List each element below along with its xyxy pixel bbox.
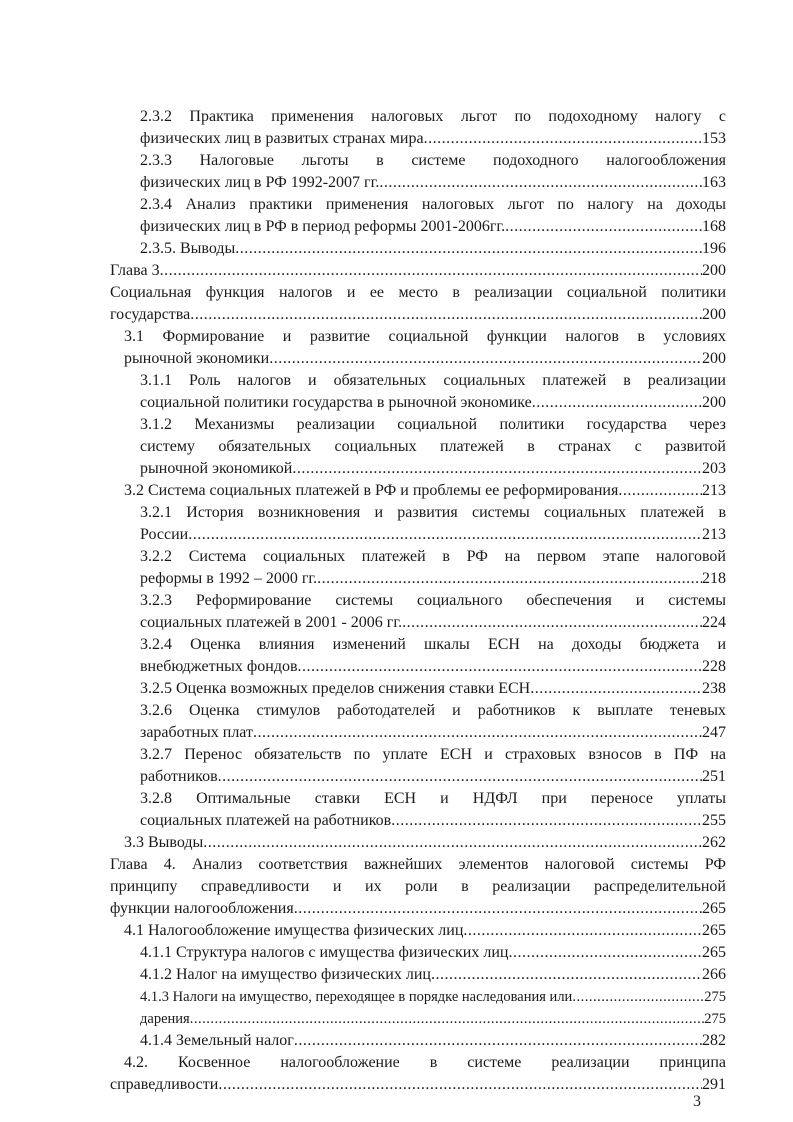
toc-page-number: 203	[702, 460, 726, 477]
leader-dots	[424, 128, 702, 150]
toc-entry	[124, 348, 726, 370]
leader-dots	[294, 898, 702, 920]
toc-entry-title: 4.1.3 Налоги на имущество, переходящее в порядке наследования или	[140, 989, 573, 1005]
toc-line: 3.2.1 История возникновения и развития системы социальных платежей в	[140, 504, 726, 521]
toc-entry-title: физических лиц в РФ в период реформы 2001-2006гг.	[140, 218, 506, 235]
toc-entry	[140, 458, 726, 480]
leader-dots	[218, 1074, 702, 1096]
toc-entry	[140, 678, 726, 700]
toc-line: 3.2.4 Оценка влияния изменений шкалы ЕСН на доходы бюджета и	[140, 636, 726, 653]
toc-line: Глава 4. Анализ соответствия важнейших элементов налоговой системы РФ	[110, 856, 726, 873]
toc-entry	[140, 986, 726, 1008]
toc-entry-title: 4.1.2 Налог на имущество физических лиц	[140, 966, 431, 983]
toc-page-number: 213	[702, 482, 726, 499]
toc-entry	[110, 898, 726, 920]
leader-dots	[402, 612, 702, 634]
toc-page-number: 228	[702, 658, 726, 675]
toc-page-number: 196	[702, 240, 726, 257]
toc-page-number: 200	[702, 262, 726, 279]
toc-line: 3.1.1 Роль налогов и обязательных социальных платежей в реализации	[140, 372, 726, 389]
toc-line: 3.2.6 Оценка стимулов работодателей и работников к выплате теневых	[140, 702, 726, 719]
toc-entry	[140, 612, 726, 634]
leader-dots	[379, 172, 702, 194]
toc-entry-title: физических лиц в развитых странах мира	[140, 130, 424, 147]
toc-entry-title: социальных платежей в 2001 - 2006 гг.	[140, 614, 403, 631]
leader-dots	[508, 942, 702, 964]
toc-entry-title: социальной политики государства в рыночной экономике	[140, 394, 532, 411]
toc-entry-title: 3.3 Выводы	[124, 834, 204, 851]
leader-dots	[431, 964, 702, 986]
toc-entry-title: рыночной экономики	[124, 350, 270, 367]
toc-entry-title: России	[140, 526, 189, 543]
leader-dots	[505, 216, 702, 238]
toc-entry-title: справедливости	[110, 1076, 219, 1093]
toc-line: 3.2.3 Реформирование системы социального обеспечения и системы	[140, 592, 726, 609]
toc-page-number: 200	[702, 394, 726, 411]
toc-line: 2.3.4 Анализ практики применения налоговых льгот по налогу на доходы	[140, 196, 726, 213]
toc-entry	[140, 216, 726, 238]
leader-dots	[188, 524, 702, 546]
toc-entry	[124, 832, 726, 854]
leader-dots	[463, 920, 702, 942]
toc-entry-title: 3.2.5 Оценка возможных пределов снижения ставки ЕСН	[140, 680, 531, 697]
toc-entry	[140, 1030, 726, 1052]
toc-entry	[140, 810, 726, 832]
toc-entry	[140, 722, 726, 744]
toc-entry	[140, 238, 726, 260]
toc-entry	[140, 1008, 726, 1030]
toc-line: 2.3.2 Практика применения налоговых льгот по подоходному налогу с	[140, 108, 726, 125]
toc-page-number: 251	[702, 768, 726, 785]
toc-page-number: 224	[702, 614, 726, 631]
toc-page-number: 262	[702, 834, 726, 851]
toc-page-number: 218	[702, 570, 726, 587]
toc-page-number: 265	[702, 944, 726, 961]
toc-entry	[140, 942, 726, 964]
leader-dots	[294, 1030, 702, 1052]
toc-page-number: 265	[702, 922, 726, 939]
toc-entry-title: внебюджетных фондов	[140, 658, 298, 675]
leader-dots	[190, 304, 702, 326]
leader-dots	[317, 568, 702, 590]
leader-dots	[269, 348, 702, 370]
toc-page-number: 238	[702, 680, 726, 697]
toc-entry-title: 4.1 Налогообложение имущества физических лиц	[124, 922, 464, 939]
leader-dots	[530, 678, 702, 700]
leader-dots	[218, 766, 702, 788]
toc-line: 3.2.8 Оптимальные ставки ЕСН и НДФЛ при переносе уплаты	[140, 790, 726, 807]
toc-entry-title: функции налогообложения	[110, 900, 294, 917]
toc-entry-title: Глава 3	[110, 262, 160, 279]
toc-entry	[140, 964, 726, 986]
toc-page-number: 275	[704, 1011, 726, 1027]
toc-line: Социальная функция налогов и ее место в реализации социальной политики	[110, 284, 726, 301]
toc-line: 3.2.7 Перенос обязательств по уплате ЕСН и страховых взносов в ПФ на	[140, 746, 726, 763]
leader-dots	[292, 458, 702, 480]
toc-line: 4.2. Косвенное налогообложение в системе реализации принципа	[124, 1054, 726, 1071]
leader-dots	[253, 722, 702, 744]
toc-entry-title: 4.1.4 Земельный налог	[140, 1032, 294, 1049]
leader-dots	[235, 238, 702, 260]
toc-entry-title: реформы в 1992 – 2000 гг.	[140, 570, 318, 587]
toc-page-number: 163	[702, 174, 726, 191]
toc-entry-title: 3.2 Система социальных платежей в РФ и проблемы ее реформирования	[124, 482, 619, 499]
toc-page-number: 282	[702, 1032, 726, 1049]
toc-entry-title: физических лиц в РФ 1992-2007 гг.	[140, 174, 380, 191]
toc-page-number: 213	[702, 526, 726, 543]
toc-entry	[110, 304, 726, 326]
toc-page-number: 265	[702, 900, 726, 917]
leader-dots	[618, 480, 702, 502]
toc-entry-title: работников	[140, 768, 218, 785]
toc-page-number: 200	[702, 350, 726, 367]
toc-line: 2.3.3 Налоговые льготы в системе подоходного налогообложения	[140, 152, 726, 169]
toc-line: 3.1.2 Механизмы реализации социальной политики государства через	[140, 416, 726, 433]
toc-line: 3.1 Формирование и развитие социальной функции налогов в условиях	[124, 328, 726, 345]
toc-entry-title: 4.1.1 Структура налогов с имущества физических лиц	[140, 944, 509, 961]
toc-line: 3.2.2 Система социальных платежей в РФ на первом этапе налоговой	[140, 548, 726, 565]
toc-entry-title: заработных плат	[140, 724, 253, 741]
toc-entry	[140, 766, 726, 788]
toc-entry-title: 2.3.5. Выводы	[140, 240, 236, 257]
toc-page-number: 153	[702, 130, 726, 147]
toc-page-number: 266	[702, 966, 726, 983]
toc-line: принципу справедливости и их роли в реализации распределительной	[110, 878, 726, 895]
toc-page-number: 247	[702, 724, 726, 741]
toc-line: систему обязательных социальных платежей в странах с развитой	[140, 438, 726, 455]
toc-page-number: 168	[702, 218, 726, 235]
toc-entry	[140, 524, 726, 546]
leader-dots	[203, 832, 702, 854]
toc-page-number: 291	[702, 1076, 726, 1093]
toc-page-number: 275	[704, 989, 726, 1005]
leader-dots	[190, 1008, 705, 1030]
leader-dots	[572, 986, 704, 1008]
leader-dots	[160, 260, 702, 282]
leader-dots	[532, 392, 702, 414]
toc-entry	[140, 128, 726, 150]
toc-entry	[124, 480, 726, 502]
toc-entry	[140, 568, 726, 590]
page-number: 3	[693, 1093, 701, 1110]
toc-page-number: 200	[702, 306, 726, 323]
toc-entry	[110, 1074, 726, 1096]
toc-entry	[140, 172, 726, 194]
toc-entry-title: государства	[110, 306, 191, 323]
toc-entry-title: социальных платежей на работников	[140, 812, 392, 829]
toc-entry-title: дарения	[140, 1011, 190, 1027]
toc-entry	[110, 260, 726, 282]
toc-page-number: 255	[702, 812, 726, 829]
leader-dots	[391, 810, 702, 832]
toc-entry	[124, 920, 726, 942]
toc-entry	[140, 656, 726, 678]
toc-entry	[140, 392, 726, 414]
leader-dots	[298, 656, 702, 678]
toc-entry-title: рыночной экономикой	[140, 460, 293, 477]
